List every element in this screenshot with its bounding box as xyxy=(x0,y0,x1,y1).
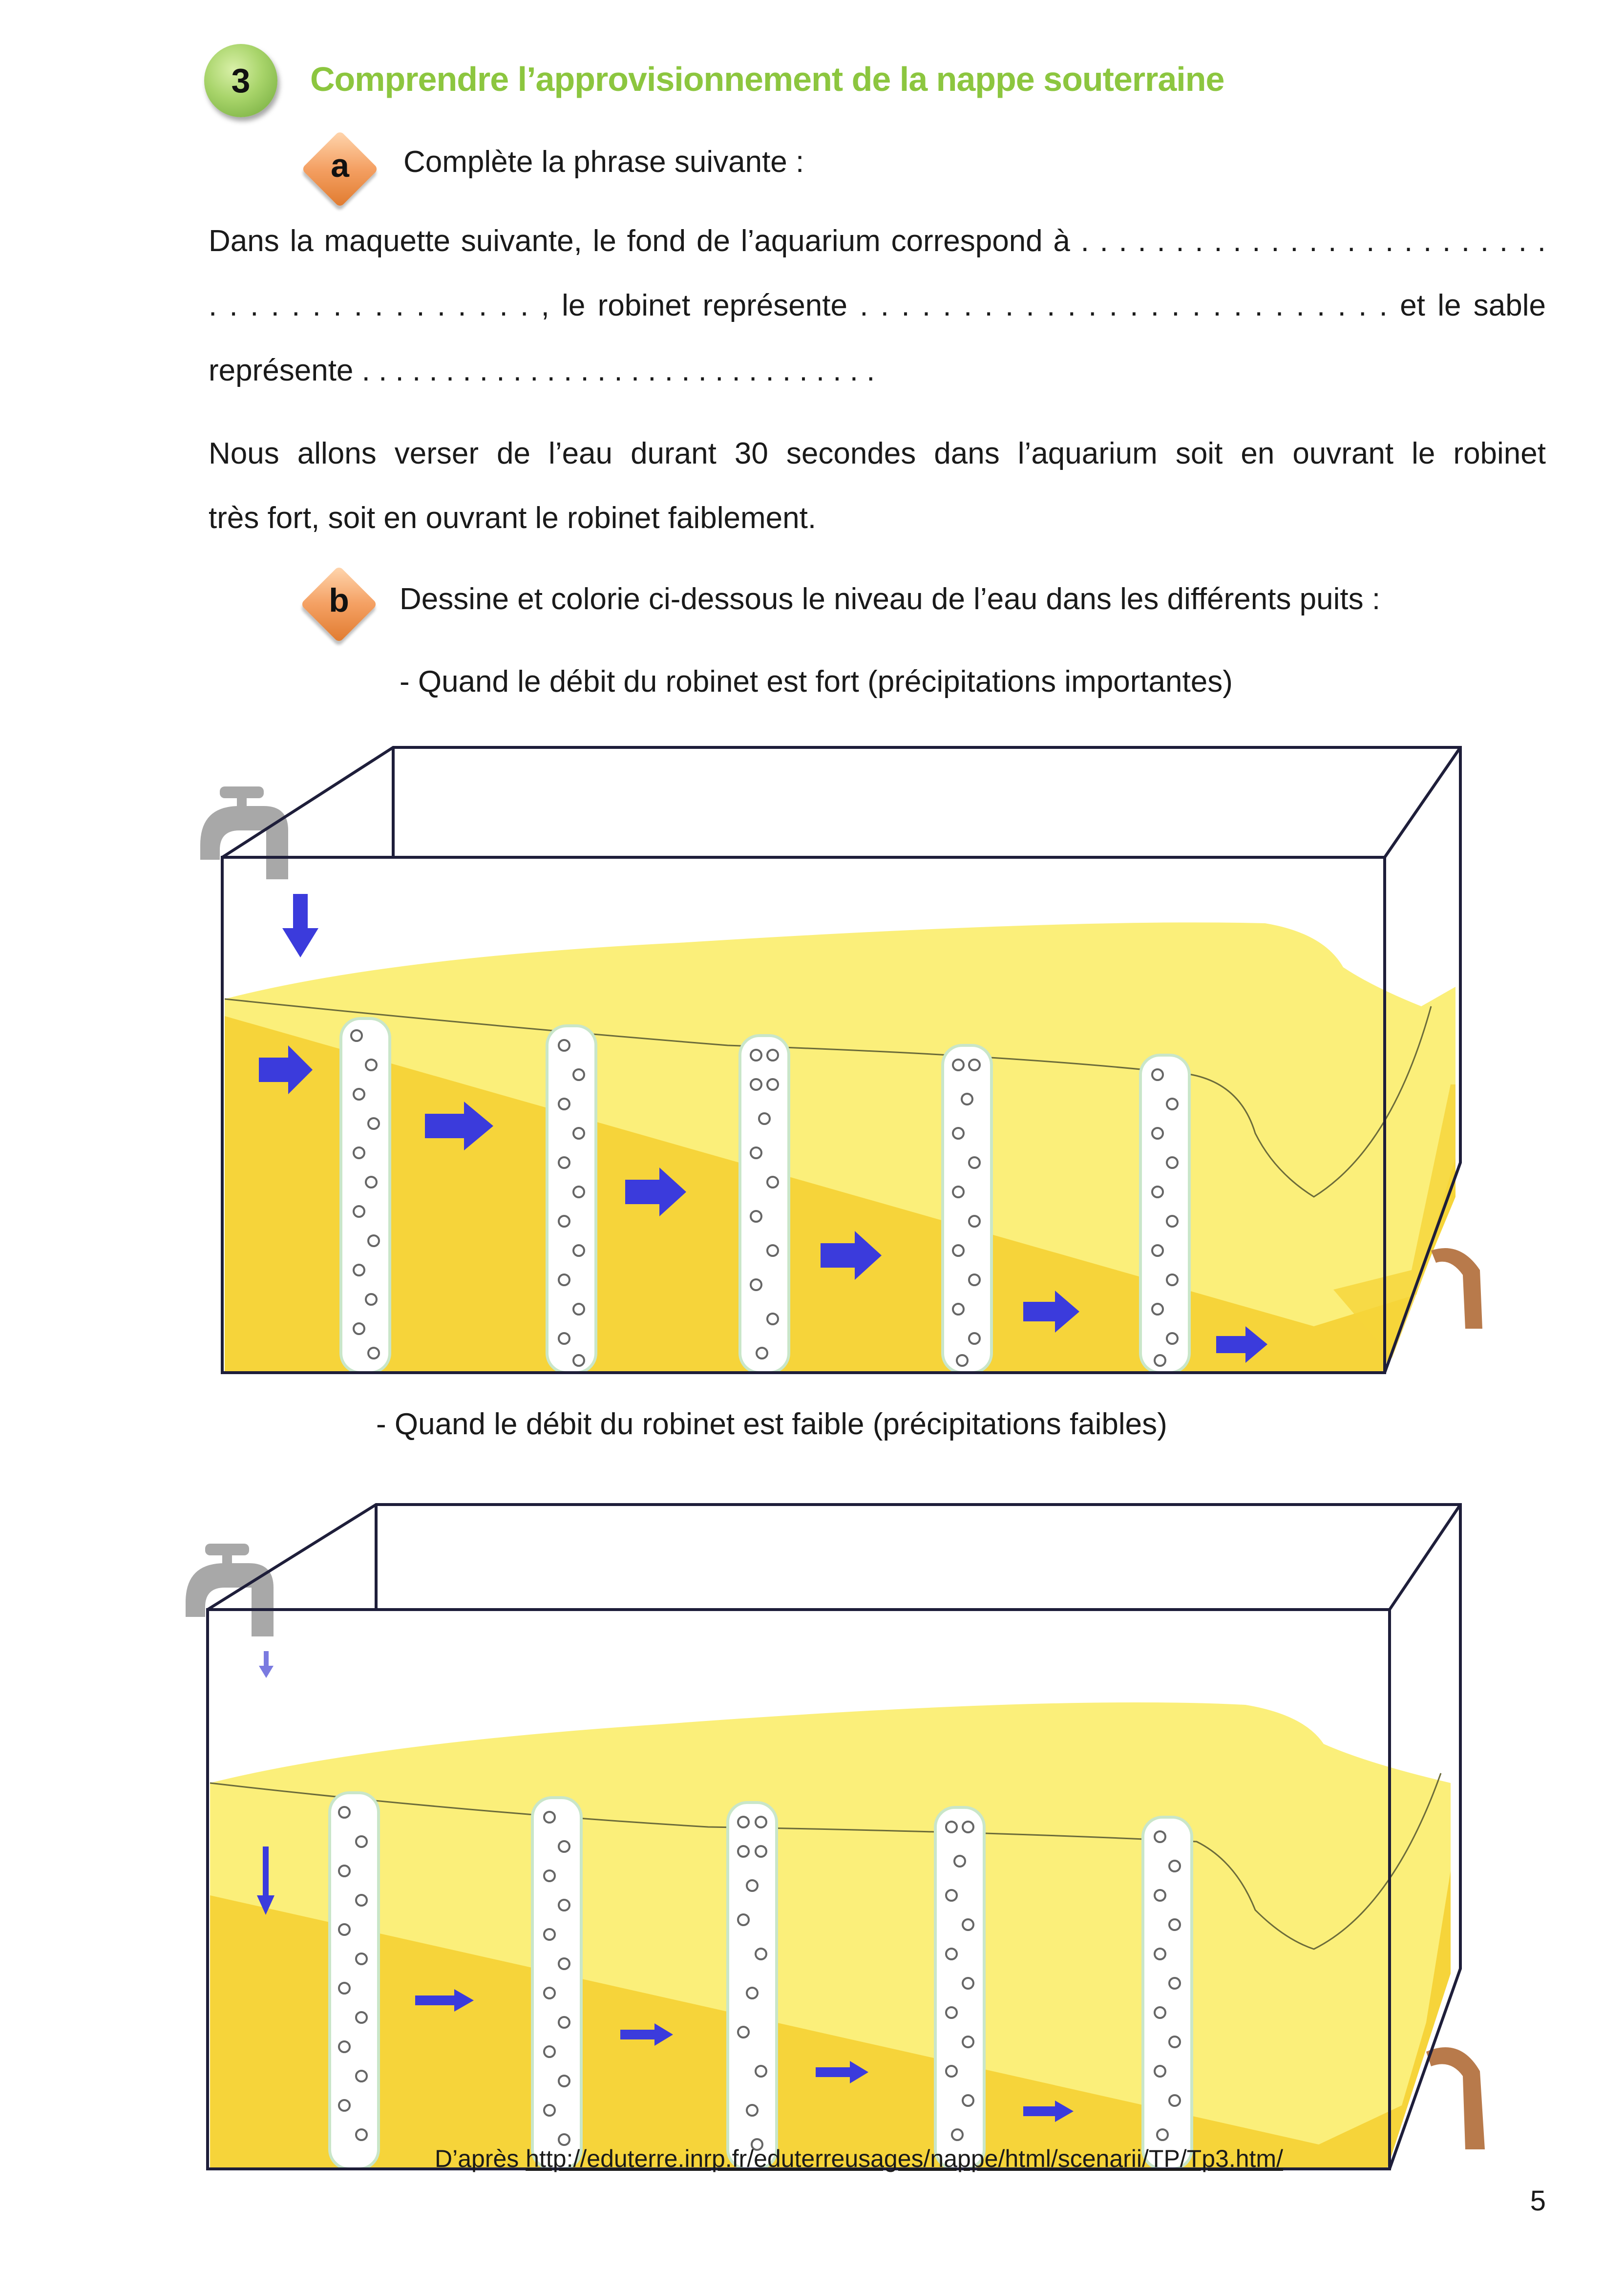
fill-in-line-2: . . . . . . . . . . . . . . . . , le robinet représente . . . . . . . . . . . . . . . . . . . . . . . . . . et le sable xyxy=(209,289,1546,322)
caption-strong-flow: - Quand le débit du robinet est fort (précipitations importantes) xyxy=(400,665,1233,699)
section-title: Comprendre l’approvisionnement de la nappe souterraine xyxy=(310,60,1224,98)
fill-in-line-3: représente . . . . . . . . . . . . . . . . . . . . . . . . . . . . . . . xyxy=(209,354,875,387)
fill-in-line-1: Dans la maquette suivante, le fond de l’aquarium correspond à . . . . . . . . . . . . . . . . . . . . . . . . . xyxy=(209,224,1546,258)
part-a-instruction: Complète la phrase suivante : xyxy=(403,145,804,179)
well-5 xyxy=(1140,1055,1189,1373)
paragraph-line-1: Nous allons verser de l’eau durant 30 secondes dans l’aquarium soit en ouvrant le robinet xyxy=(209,437,1546,470)
well-5 xyxy=(1143,1817,1192,2169)
well-2 xyxy=(547,1026,596,1373)
source-prefix: D’après xyxy=(435,2145,526,2172)
aquarium-diagram-weak-flow xyxy=(122,1490,1490,2184)
well-3 xyxy=(728,1803,777,2169)
rain-drip xyxy=(259,1651,274,1678)
caption-weak-flow: - Quand le débit du robinet est faible (précipitations faibles) xyxy=(376,1407,1167,1441)
well-4 xyxy=(935,1807,984,2169)
well-1 xyxy=(341,1019,390,1373)
source-line xyxy=(435,2144,1283,2173)
part-b-instruction: Dessine et colorie ci-dessous le niveau de l’eau dans les différents puits : xyxy=(400,582,1381,616)
arrow-rain xyxy=(282,894,318,957)
source-link[interactable]: http://eduterre.inrp.fr/eduterreusages/nappe/html/scenarii/TP/Tp3.htm/ xyxy=(526,2145,1283,2172)
page-number: 5 xyxy=(1530,2185,1546,2217)
part-a-letter: a xyxy=(331,147,349,184)
well-1 xyxy=(330,1793,379,2169)
outlet-pipe-icon xyxy=(1431,1248,1482,1329)
part-b-letter: b xyxy=(329,582,349,619)
outlet-pipe-icon xyxy=(1426,2047,1485,2149)
aquarium-diagram-strong-flow xyxy=(142,733,1495,1397)
well-2 xyxy=(532,1798,581,2169)
section-number-badge xyxy=(204,44,277,117)
tap-icon xyxy=(200,786,288,879)
section-number: 3 xyxy=(231,62,251,100)
paragraph-line-2: très fort, soit en ouvrant le robinet faiblement. xyxy=(209,501,817,535)
well-3 xyxy=(740,1036,789,1373)
tap-icon xyxy=(186,1544,274,1636)
